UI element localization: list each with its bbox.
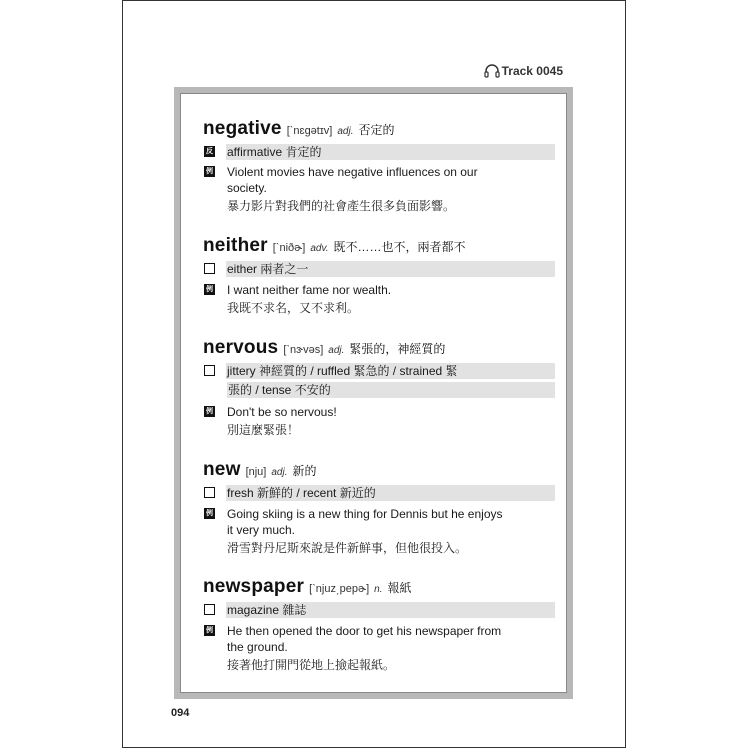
example-en: Going skiing is a new thing for Dennis but he enjoys [227, 507, 503, 521]
part-of-speech: adj. [337, 126, 354, 137]
part-of-speech: adj. [271, 467, 288, 478]
example-en: I want neither fame nor wealth. [227, 283, 392, 297]
page-number: 094 [171, 707, 190, 719]
example-icon: 例 [206, 286, 213, 293]
headword: negative [203, 118, 282, 139]
example-zh: 我既不求名，又不求利。 [227, 301, 360, 315]
synonym-icon [204, 487, 215, 498]
headphones-icon [484, 63, 500, 79]
vocab-box [174, 87, 573, 699]
related-words: magazine 雜誌 [226, 602, 555, 618]
meaning: 否定的 [358, 123, 395, 137]
related-row [203, 261, 555, 277]
pronunciation: [ˋnɛgətɪv] [286, 125, 333, 137]
example-row [203, 623, 555, 639]
example-en: Violent movies have negative influences on our [227, 165, 478, 179]
entry-newspaper [203, 576, 555, 674]
pronunciation: [ˋnɝvəs] [283, 344, 324, 356]
related-row-cont [203, 382, 555, 398]
related-row [203, 144, 555, 160]
related-row [203, 602, 555, 618]
headword: nervous [203, 337, 279, 358]
antonym-icon: 反 [206, 148, 213, 155]
example-zh: 接著他打開門從地上撿起報紙。 [227, 658, 396, 672]
book-page [122, 0, 626, 748]
meaning: 緊張的，神經質的 [349, 342, 446, 356]
synonym-icon [204, 263, 215, 274]
related-words: fresh 新鮮的 / recent 新近的 [226, 485, 555, 501]
example-zh: 別這麼緊張！ [227, 423, 300, 437]
example-row [203, 506, 555, 522]
example-row [203, 404, 555, 420]
synonym-icon [204, 365, 215, 376]
headword: newspaper [203, 576, 305, 597]
example-icon: 例 [206, 168, 213, 175]
example-icon: 例 [206, 627, 213, 634]
example-en-cont: society. [227, 181, 267, 195]
related-row [203, 485, 555, 501]
part-of-speech: adv. [310, 243, 329, 254]
meaning: 既不……也不，兩者都不 [333, 240, 466, 254]
track-number: Track 0045 [501, 64, 563, 78]
related-row [203, 363, 555, 379]
meaning: 新的 [292, 464, 317, 478]
example-icon: 例 [206, 510, 213, 517]
entry-new [203, 459, 555, 557]
example-en-cont: it very much. [227, 523, 296, 537]
part-of-speech: n. [374, 584, 383, 595]
entry-neither [203, 235, 555, 317]
example-en: Don't be so nervous! [227, 405, 337, 419]
headword: new [203, 459, 241, 480]
example-icon: 例 [206, 408, 213, 415]
vocab-box-inner [180, 93, 567, 693]
related-words-cont: 張的 / tense 不安的 [227, 382, 555, 398]
entry-negative [203, 118, 555, 215]
audio-track-label[interactable] [484, 63, 563, 79]
synonym-icon [204, 604, 215, 615]
part-of-speech: adj. [328, 345, 345, 356]
related-words: affirmative 肯定的 [226, 144, 555, 160]
related-words: jittery 神經質的 / ruffled 緊急的 / strained 緊 [226, 363, 555, 379]
headword: neither [203, 235, 268, 256]
meaning: 報紙 [387, 581, 412, 595]
example-en-cont: the ground. [227, 640, 288, 654]
entry-nervous [203, 337, 555, 439]
example-en: He then opened the door to get his newspaper from [227, 624, 502, 638]
example-row [203, 164, 555, 180]
example-zh: 滑雪對丹尼斯來說是件新鮮事，但他很投入。 [227, 541, 468, 555]
related-words: either 兩者之一 [226, 261, 555, 277]
example-row [203, 282, 555, 298]
pronunciation: [ˋnjuz͵pepɚ] [309, 583, 370, 595]
pronunciation: [nju] [245, 466, 267, 478]
pronunciation: [ˋniðɚ] [272, 242, 306, 254]
example-zh: 暴力影片對我們的社會產生很多負面影響。 [227, 199, 456, 213]
